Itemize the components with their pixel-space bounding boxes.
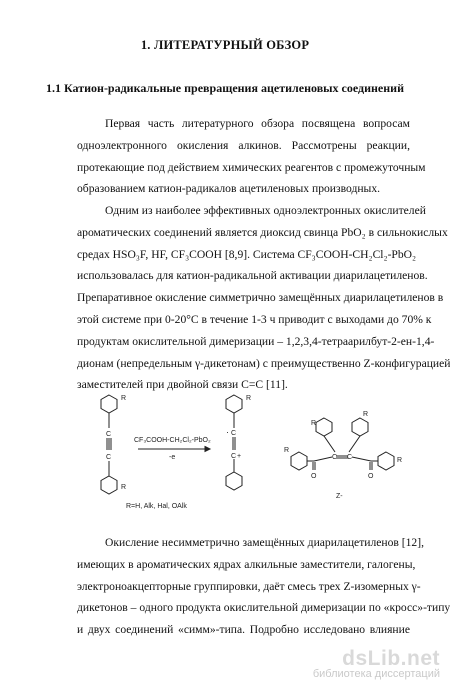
r-label: R xyxy=(121,395,127,402)
paragraph-1 xyxy=(77,113,426,200)
text-line: средах HSO₃F, HF, CF₃COOH [8,9]. Система CF₃COOH-CH₂Cl₂-PbO₂ xyxy=(77,247,417,261)
paragraph-2 xyxy=(77,200,450,396)
benzene-ring-top-right xyxy=(352,418,368,436)
text-line: Первая часть литературного обзора посвящена вопросам xyxy=(105,117,410,130)
text-line: образованием катион-радикалов ацетиленовых производных. xyxy=(77,182,381,196)
substituents-label: R=H, Alk, Hal, OAlk xyxy=(126,503,187,510)
c-label: C xyxy=(106,454,112,461)
watermark-logo[interactable] xyxy=(313,647,440,680)
plus-sign-label: + xyxy=(237,453,242,460)
r-label: R xyxy=(246,395,252,402)
benzene-ring-top xyxy=(226,395,242,413)
o-label: O xyxy=(368,473,374,480)
r-label: R xyxy=(284,447,290,454)
c-label: C xyxy=(332,454,338,461)
benzene-ring-bottom xyxy=(101,476,117,494)
text-line: имеющих в ароматических ядрах алкильные заместители, галогены, xyxy=(77,557,416,571)
text-line: этой системе при 0-20°C в течение 1-3 ч приводит с выходами до 70% к xyxy=(77,312,432,326)
benzene-ring-top-left xyxy=(316,418,332,436)
r-label: R xyxy=(397,457,403,464)
text-line: и двух соединений «симм»-типа. Подробно исследовано влияние xyxy=(77,623,410,637)
radical-cation-structure xyxy=(226,395,251,490)
product-config-label: Z- xyxy=(336,493,343,500)
text-line: электроноакцепторные группировки, даёт смесь трех Z-изомерных γ- xyxy=(77,579,421,593)
text-line: Окисление несимметрично замещённых диарилацетиленов [12], xyxy=(105,536,424,549)
benzene-ring-bottom-right xyxy=(378,452,394,470)
reagent-label: CF₃COOH-CH₂Cl₂-PbO₂ xyxy=(134,437,211,444)
text-line: использовалась для катион-радикальной активации диарилацетиленов. xyxy=(77,269,428,283)
benzene-ring-top xyxy=(101,395,117,413)
text-line: протекающие под действием химических реагентов с промежуточным xyxy=(77,160,426,174)
r-label: R xyxy=(311,420,317,427)
text-line: ароматических соединений является диоксид свинца PbO₂ в сильнокислых xyxy=(77,225,448,239)
benzene-ring-bottom-left xyxy=(291,452,307,470)
text-line: дионам (непредельным γ-дикетонам) с преимущественно Z-конфигурацией xyxy=(77,356,450,370)
benzene-ring-bottom xyxy=(226,472,242,490)
chapter-heading: 1. ЛИТЕРАТУРНЫЙ ОБЗОР xyxy=(140,38,310,52)
reaction-scheme xyxy=(88,392,408,510)
reaction-arrow xyxy=(126,437,211,510)
r-label: R xyxy=(363,411,369,418)
watermark-brand: dsLib.net xyxy=(342,647,440,670)
section-heading: 1.1 Катион-радикальные превращения ацетиленовых соединений xyxy=(45,81,404,95)
text-line: заместителей при двойной связи C=C [11]. xyxy=(77,378,288,392)
paragraph-3 xyxy=(77,532,450,641)
diarylacetylene-structure xyxy=(101,395,126,494)
c-label: C xyxy=(231,430,237,437)
diketone-product-structure xyxy=(284,411,402,500)
watermark-tagline: библиотека диссертаций xyxy=(312,668,440,680)
o-label: O xyxy=(311,473,317,480)
text-line: продуктам окислительной димеризации – 1,2,3,4-тетраарилбут-2-ен-1,4- xyxy=(77,334,435,348)
c-label: C xyxy=(347,454,353,461)
text-line: Одним из наиболее эффективных одноэлектронных окислителей xyxy=(105,204,426,217)
text-line: Препаративное окисление симметрично замещённых диарилацетиленов в xyxy=(77,291,444,305)
c-label: C xyxy=(106,431,112,438)
r-label: R xyxy=(121,484,127,491)
text-line: дикетонов – одного продукта окислительной димеризации по «кросс»-типу xyxy=(77,601,450,615)
text-line: одноэлектронного окисления алкинов. Рассмотрены реакции, xyxy=(77,138,410,152)
electron-label: -e xyxy=(169,454,176,461)
radical-dot-label: · xyxy=(226,427,229,437)
c-label: C xyxy=(231,453,237,460)
